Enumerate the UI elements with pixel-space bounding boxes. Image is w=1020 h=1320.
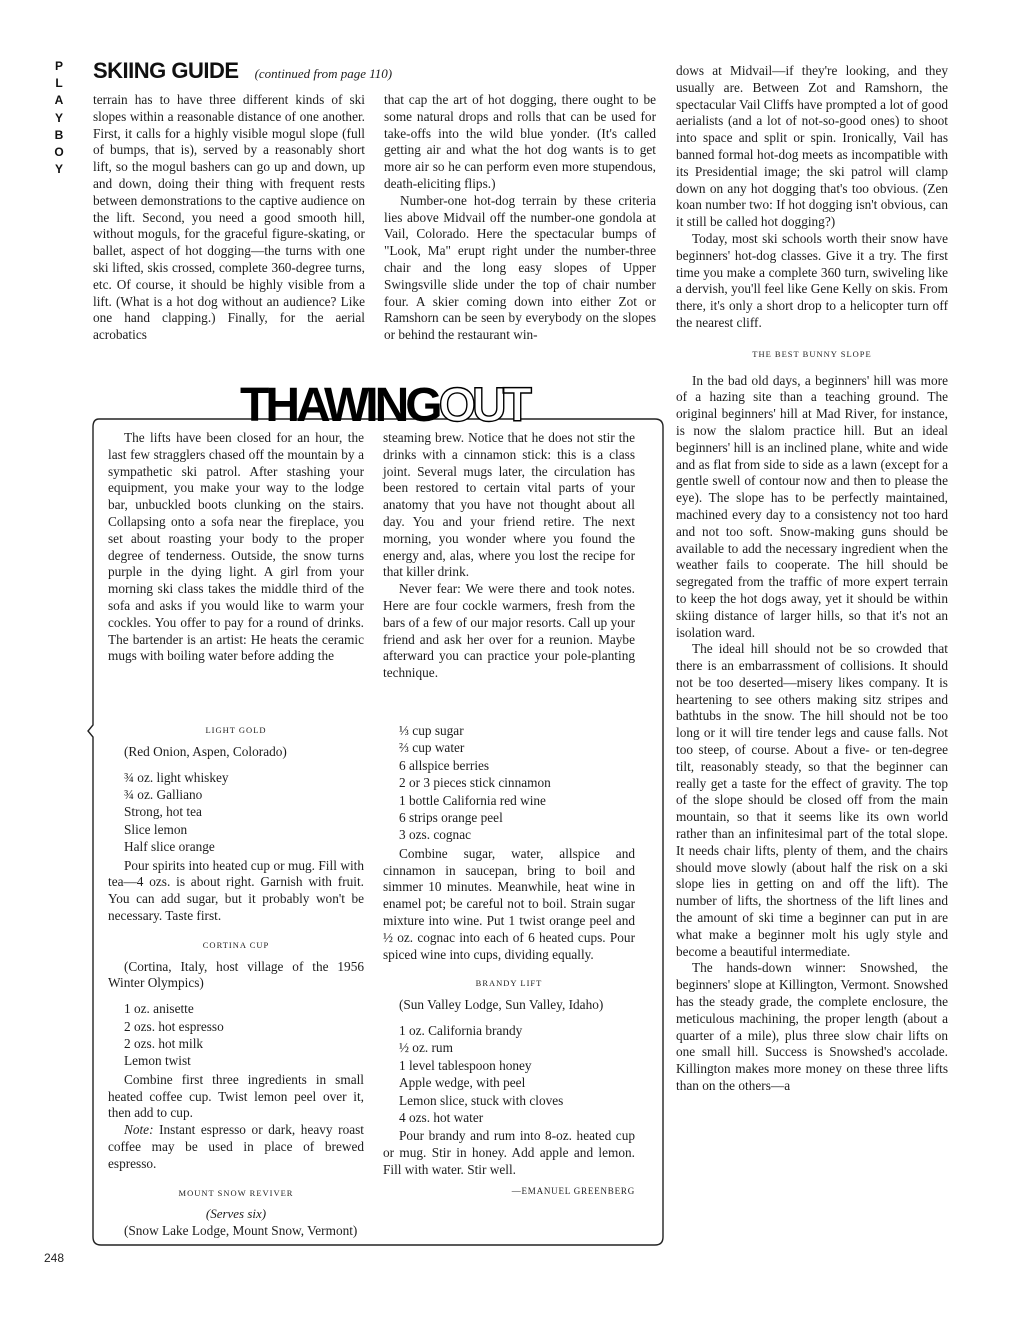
recipe-brandy-lift xyxy=(383,975,635,1196)
recipe-heading: CORTINA CUP xyxy=(202,939,270,950)
sidebar-intro-right xyxy=(383,430,635,682)
ingredient-list xyxy=(108,769,364,856)
paragraph: The lifts have been closed for an hour, the last few stragglers chased off the mountain by a sympathetic ski patrol. After stashing your equipment, you make your way to the lodge bar, unbuckled boots clunking on the stairs. Collapsing onto a sofa near the fireplace, you set about roasting your body to the proper degree of tenderness. Outside, the snow turns purple in the dying light. A girl from your morning ski class takes the middle third of the sofa and asks if you would like to warm your cockles. You offer to pay for a round of drinks. The bartender is an artist: He heats the ceramic mugs with boiling water before adding the xyxy=(108,430,364,664)
recipe-heading: LIGHT GOLD xyxy=(205,725,267,735)
recipe-serves: (Serves six) xyxy=(205,1206,267,1222)
ingredient: Lemon slice, stuck with cloves xyxy=(399,1092,564,1108)
article-header xyxy=(93,58,392,84)
ingredient: Lemon twist xyxy=(124,1053,191,1069)
recipe-heading: BRANDY LIFT xyxy=(475,978,543,989)
recipe-light-gold xyxy=(108,722,364,925)
ingredient: Apple wedge, with peel xyxy=(399,1075,526,1091)
paragraph: In the bad old days, a beginners' hill was more of a hazing site than a teaching ground. The original beginners' hill at Mad River, for instance, is now the slalom practice hill. But an ideal beginners' hill is an inclined plane, white and wide and as flat from side to side as a lawn (except for a gentle swell of contour now and then to please the eye). The slope has to be perfectly maintained, machined every day to a consistency not too hard and not too soft. Snow-making guns should be available to add the necessary ingredient when the weather fails to cooperate. The hill should be segregated from the traffic of more expert terrain to keep the hot dogs away, yet it should be within skiing distance of larger hills, so that it's not an isolation ward. xyxy=(676,372,948,640)
sidebar-title-solid: THAWING xyxy=(240,379,439,432)
paragraph: that cap the art of hot dogging, there ought to be some natural drops and rolls that can be used for take-offs into the wild blue yonder. (It's called getting air and what the hot dog wants is to get more air so he can perform even more stupendous, death-eliciting flips.) xyxy=(384,92,656,191)
ingredient: 6 strips orange peel xyxy=(399,810,503,826)
ingredient: 1 bottle California red wine xyxy=(399,792,546,808)
article-column-right xyxy=(676,63,948,1095)
continuation-note: (continued from page 110) xyxy=(254,66,393,81)
ingredient: 2 ozs. hot milk xyxy=(124,1036,204,1052)
recipe-instructions: Combine sugar, water, allspice and cinnamon in saucepan, bring to boil and simmer 10 minutes. Meanwhile, heat wine in enamel pot; be careful not to boil. Strain sugar mixture into wine. Put 1 twist orange peel and ½ oz. cognac into each of 6 heated cups. Pour spiced wine into cups, dividing equally. xyxy=(383,845,635,962)
ingredient-list xyxy=(383,1022,635,1126)
magazine-letter: A xyxy=(54,93,64,108)
paragraph: dows at Midvail—if they're looking, and they usually are. Between Zot and Ramshorn, the spectacular Vail Cliffs have prompted a lot of good aerialists (and a lot of not-so-good ones) to shoot into space and split or spin. Ironically, Vail has banned formal hot-dog meets as incompatible with its Presidential image; the ski patrol will clamp down on any hot dogging that's too obvious. (Zen koan number two: If hot dogging isn't obvious, can it still be called hot dogging?) xyxy=(676,63,948,230)
article-column-middle xyxy=(384,92,656,344)
note-text: Instant espresso or dark, heavy roast coffee may be used in place of brewed espresso. xyxy=(108,1122,364,1171)
section-heading: THE BEST BUNNY SLOPE xyxy=(752,348,872,359)
recipe-instructions: Combine first three ingredients in small heated coffee cup. Twist lemon peel over it, then add to cup. xyxy=(108,1071,364,1121)
ingredient: 1 oz. anisette xyxy=(124,1001,194,1017)
recipe-instructions: Pour spirits into heated cup or mug. Fill with tea—4 ozs. is about right. Garnish with fruit. You can add sugar, but it probably won't be necessary. Taste first. xyxy=(108,857,364,924)
ingredient: 1 level tablespoon honey xyxy=(399,1057,532,1073)
ingredient-list xyxy=(383,722,635,844)
paragraph: Never fear: We were there and took notes. Here are four cockle warmers, fresh from the bars of a few of our major resorts. Call up your friend and ask her over for a reunion. Maybe afterward you can practice your pole-planting technique. xyxy=(383,581,635,681)
magazine-letter: B xyxy=(54,127,64,142)
article-column-left xyxy=(93,92,365,344)
magazine-letter: P xyxy=(54,59,63,73)
magazine-name-vertical xyxy=(48,58,70,178)
paragraph: The ideal hill should not be so crowded that there is an embarrassment of collisions. It should not be too deserted—misery likes company. It is heartening to see others making sitz stripes and bathtubs in the snow. The hill should not be too long or it will tire tender legs and cause falls. Not too steep, of course. About a five- or ten-degree tilt, reasonably steady, so that the beginner can really get a taste for the effect of gravity. The top of the slope should be closed off from the main mountain, so that it seems like its own world rather than an infinitesimal part of the total slope. It needs chair lifts, plenty of them, and the chairs should move slowly (about half the risk on a ski slope lies in getting on and off the lift). The number of lifts, the shortness of the lift lines and the amount of ski time a beginner can put in are what make a beginner molt his ugly style and become a beautiful intermediate. xyxy=(676,641,948,959)
ingredient: 2 or 3 pieces stick cinnamon xyxy=(399,775,551,791)
sidebar-intro-left xyxy=(108,430,364,665)
ingredient: ½ oz. rum xyxy=(399,1040,453,1056)
page-number: 248 xyxy=(44,1251,65,1265)
recipe-note xyxy=(108,1122,364,1172)
paragraph: steaming brew. Notice that he does not stir the drinks with a cinnamon stick: this is a class joint. Several mugs later, the circulation has been restored to certain vital parts of your anatomy that you have not thought about all day. You and your friend retire. The next morning, you wonder where you found the energy and, alas, where you lost the recipe for that killer drink. xyxy=(383,430,635,580)
recipe-location: (Cortina, Italy, host village of the 1956 Winter Olympics) xyxy=(108,958,364,991)
magazine-letter: L xyxy=(55,76,63,91)
ingredient: ⅓ cup sugar xyxy=(399,723,464,738)
sidebar-title-outline: OUT xyxy=(438,379,528,432)
magazine-letter: O xyxy=(54,145,64,160)
recipe-location: (Sun Valley Lodge, Sun Valley, Idaho) xyxy=(398,997,604,1013)
ingredient: 6 allspice berries xyxy=(399,757,490,773)
ingredient-list xyxy=(108,1000,364,1070)
recipe-cortina-cup xyxy=(108,937,364,1173)
article-title: SKIING GUIDE xyxy=(93,58,239,83)
ingredient: 3 ozs. cognac xyxy=(399,827,471,843)
author-byline: —EMANUEL GREENBERG xyxy=(511,1185,635,1196)
recipe-instructions: Pour brandy and rum into 8-oz. heated cup or mug. Stir in honey. Add apple and lemon. Fill with water. Stir well. xyxy=(383,1128,635,1178)
recipes-left xyxy=(108,722,364,1246)
paragraph: Today, most ski schools worth their snow have beginners' hot-dog classes. Give it a try. The first time you make a complete 360 turn, swiveling like a dervish, you'll feel like Gene Kelly on skis. From there, it's only a short drop to a helicopter turn off the nearest cliff. xyxy=(676,230,948,330)
ingredient: 4 ozs. hot water xyxy=(399,1110,484,1126)
recipe-location: (Red Onion, Aspen, Colorado) xyxy=(123,743,287,759)
magazine-letter: Y xyxy=(54,162,63,177)
ingredient: ¾ oz. light whiskey xyxy=(124,769,229,785)
ingredient: ⅔ cup water xyxy=(399,740,465,756)
recipe-mount-snow-reviver-start xyxy=(108,1185,364,1240)
recipes-right xyxy=(383,722,635,1200)
paragraph: The hands-down winner: Snowshed, the beginners' slope at Killington, Vermont. Snowshed has the steady grade, the complete enclosure, the meticulous machining, the proper length (about a quarter of a mile), plus three slow chair lifts on one small hill. Success is Snowshed's accolade. Killington makes more money on these three lifts than on the others—a xyxy=(676,960,948,1094)
ingredient: 2 ozs. hot espresso xyxy=(124,1018,224,1034)
recipe-heading: MOUNT SNOW REVIVER xyxy=(178,1187,294,1198)
sidebar-title xyxy=(240,378,528,434)
paragraph: Number-one hot-dog terrain by these criteria lies above Midvail off the number-one gondola at Vail, Colorado. Here the spectacular bumps of "Look, Ma" erupt right under the number-three chair and the long easy slopes of Upper Swingsville slide under the top of chair number four. A skier coming down into either Zot or Ramshorn can be seen by everybody on the slopes or behind the restaurant win- xyxy=(384,192,656,343)
magazine-letter: Y xyxy=(54,110,63,125)
ingredient: Half slice orange xyxy=(124,839,215,855)
ingredient: 1 oz. California brandy xyxy=(399,1023,523,1039)
note-label: Note: xyxy=(123,1122,154,1138)
ingredient: Strong, hot tea xyxy=(124,804,202,820)
recipe-location: (Snow Lake Lodge, Mount Snow, Vermont) xyxy=(123,1223,358,1239)
ingredient: ¾ oz. Galliano xyxy=(124,787,203,802)
ingredient: Slice lemon xyxy=(124,821,188,837)
paragraph: terrain has to have three different kinds of ski slopes within a reasonable distance of one another. First, it calls for a highly visible mogul slope (full of bumps, that is), served by a reasonably short lift, so the mogul bashers can go up and down, up and down, doing their thing with frequent rests between demonstrations to the captive audience on the lift. Second, you need a good smooth hill, without moguls, for the graceful figure-skating, or ballet, aspect of hot dogging—the turns with one ski lifted, skis crossed, complete 360-degree turns, etc. Of course, it should be highly visible from a lift. (What is a hot dog without an audience? Like one hand clapping.) Finally, for the aerial acrobatics xyxy=(93,92,365,343)
